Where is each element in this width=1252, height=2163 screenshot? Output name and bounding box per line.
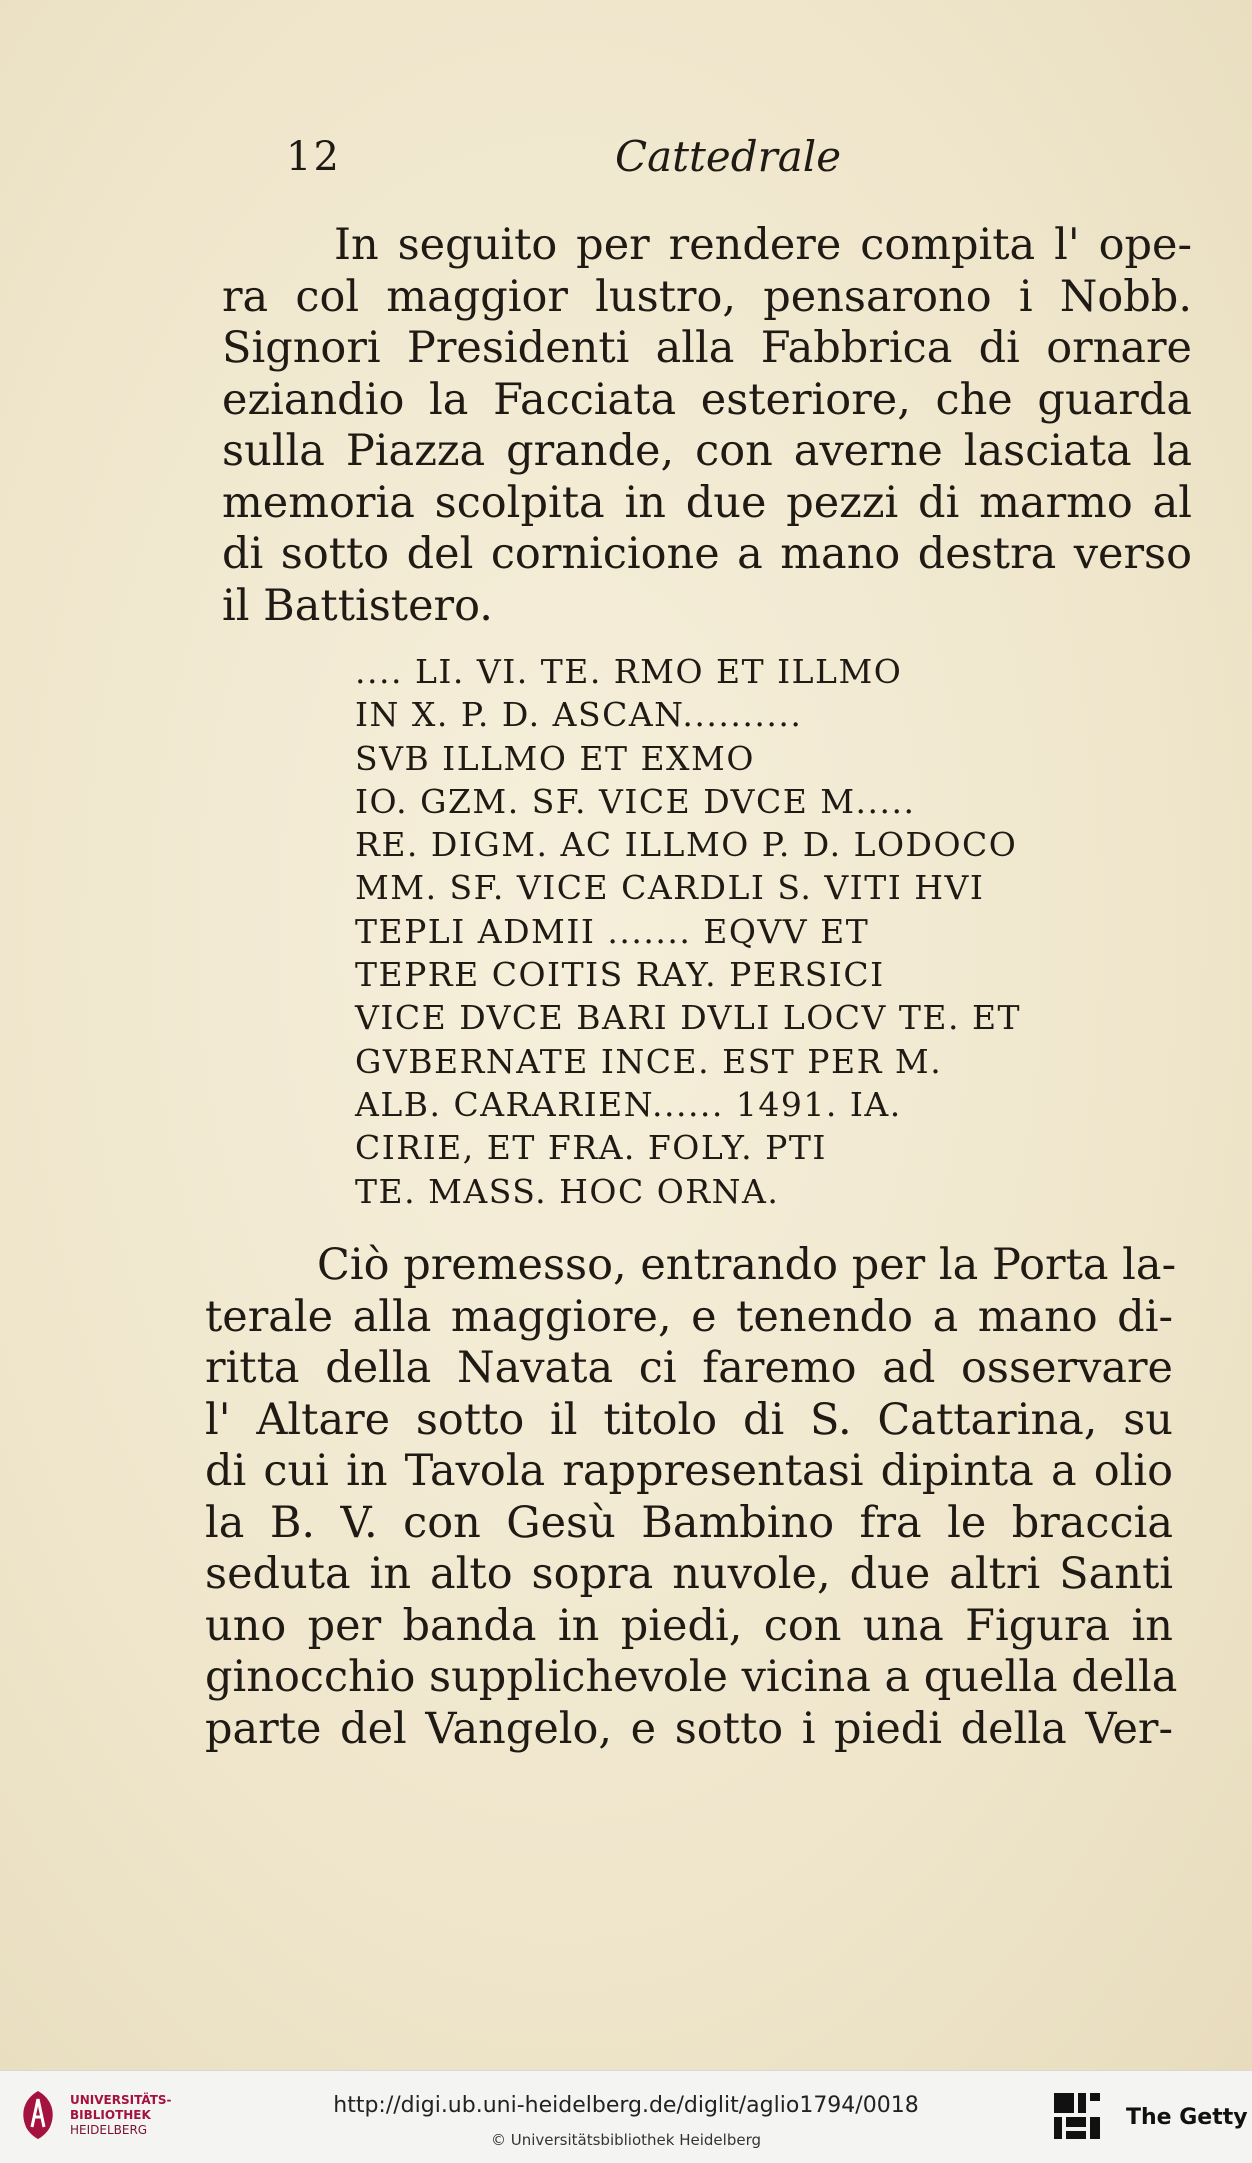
text-line: di cui in Tavola rappresentasi dipinta a olio xyxy=(205,1446,1173,1496)
inscription-line: MM. SF. VICE CARDLI S. VITI HVI xyxy=(355,868,985,908)
page-url-link[interactable]: http://digi.ub.uni-heidelberg.de/diglit/aglio1794/0018 xyxy=(333,2093,919,2118)
inscription-line: CIRIE, ET FRA. FOLY. PTI xyxy=(355,1128,827,1168)
text-line: Signori Presidenti alla Fabbrica di ornare xyxy=(222,323,1192,373)
text-line: seduta in alto sopra nuvole, due altri Santi xyxy=(205,1549,1173,1599)
inscription-line: RE. DIGM. AC ILLMO P. D. LODOCO xyxy=(355,825,1018,865)
inscription-line: .... LI. VI. TE. RMO ET ILLMO xyxy=(355,652,903,691)
text-line: sulla Piazza grande, con averne lasciata la xyxy=(222,426,1192,476)
inscription-line: VICE DVCE BARI DVLI LOCV TE. ET xyxy=(355,998,1022,1038)
text-line: terale alla maggiore, e tenendo a mano di- xyxy=(205,1291,1173,1342)
text-line: ritta della Navata ci faremo ad osservare xyxy=(205,1343,1173,1393)
text-line: In seguito per rendere compita l' ope- xyxy=(334,220,1192,270)
paragraph-2 xyxy=(205,1240,1178,1755)
partner-name: The Getty xyxy=(1126,2105,1248,2130)
running-title: Cattedrale xyxy=(615,132,842,181)
text-line: Ciò premesso, entrando per la Porta la- xyxy=(317,1240,1177,1290)
inscription-block xyxy=(355,650,1021,1213)
folio-number: 12 xyxy=(286,134,341,180)
inscription-line: GVBERNATE INCE. EST PER M. xyxy=(355,1041,943,1081)
text-line: la B. V. con Gesù Bambino fra le braccia xyxy=(205,1497,1173,1548)
text-line: memoria scolpita in due pezzi di marmo al xyxy=(222,477,1192,528)
paragraph-1 xyxy=(222,220,1192,632)
inscription-line: TEPRE COITIS RAY. PERSICI xyxy=(355,955,885,995)
inscription-line: IN X. P. D. ASCAN.......... xyxy=(355,695,803,735)
text-line: il Battistero. xyxy=(222,580,493,631)
inscription-line: IO. GZM. SF. VICE DVCE M..... xyxy=(355,781,916,821)
library-name: UNIVERSITÄTS- BIBLIOTHEK HEIDELBERG xyxy=(70,2093,172,2137)
text-line: ginocchio supplichevole vicina a quella della xyxy=(205,1652,1178,1702)
inscription-line: TEPLI ADMII ....... EQVV ET xyxy=(355,911,870,951)
page-header xyxy=(0,128,1252,188)
text-line: l' Altare sotto il titolo di S. Cattarina, su xyxy=(205,1394,1173,1445)
copyright-notice: © Universitätsbibliothek Heidelberg xyxy=(490,2131,761,2149)
viewer-footer xyxy=(0,2070,1252,2163)
inscription-line: ALB. CARARIEN...... 1491. IA. xyxy=(355,1084,902,1124)
getty-logo-icon xyxy=(1052,2091,1102,2141)
inscription-line: TE. MASS. HOC ORNA. xyxy=(355,1171,780,1211)
text-line: eziandio la Facciata esteriore, che guarda xyxy=(222,374,1192,425)
text-line: uno per banda in piedi, con una Figura in xyxy=(205,1600,1173,1651)
text-line: ra col maggior lustro, pensarono i Nobb. xyxy=(222,271,1192,322)
text-line: di sotto del cornicione a mano destra verso xyxy=(222,529,1192,579)
inscription-line: SVB ILLMO ET EXMO xyxy=(355,738,755,778)
text-line: parte del Vangelo, e sotto i piedi della Ver- xyxy=(205,1703,1173,1754)
